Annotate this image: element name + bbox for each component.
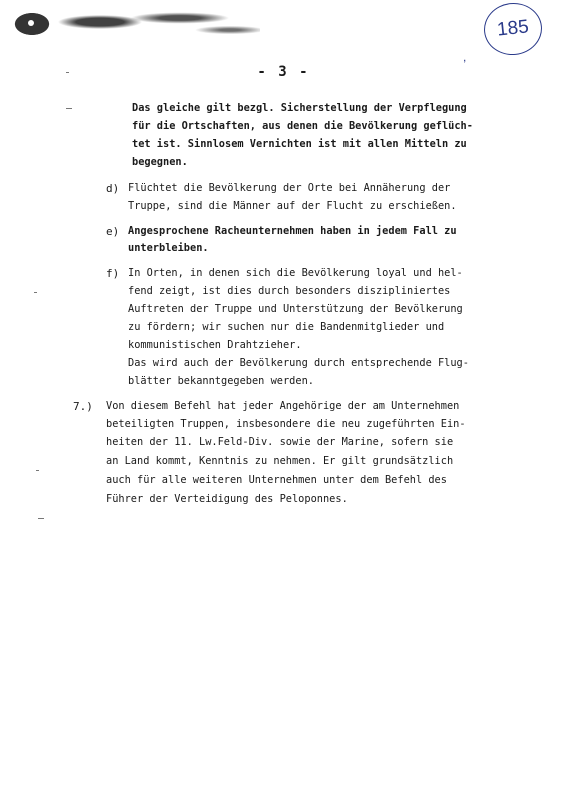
text-line: beteiligten Truppen, insbesondere die neu zugeführten Ein- xyxy=(106,418,466,430)
text-line: für die Ortschaften, aus denen die Bevölkerung geflüch- xyxy=(132,120,473,132)
pen-mark: , xyxy=(463,50,467,64)
text-line: auch für alle weiteren Unternehmen unter dem Befehl des xyxy=(106,474,447,486)
text-line: Von diesem Befehl hat jeder Angehörige der am Unternehmen xyxy=(106,400,460,412)
paragraph-marker: d) xyxy=(106,182,120,195)
text-line: begegnen. xyxy=(132,156,188,168)
scan-speck xyxy=(66,72,69,73)
scan-smudge xyxy=(10,0,260,46)
text-line: Angesprochene Racheunternehmen haben in jedem Fall zu xyxy=(128,225,457,237)
text-line: Führer der Verteidigung des Peloponnes. xyxy=(106,493,348,505)
text-line: Truppe, sind die Männer auf der Flucht zu erschießen. xyxy=(128,200,457,212)
text-line: blätter bekanntgegeben werden. xyxy=(128,375,314,387)
scan-speck xyxy=(34,292,37,293)
paragraph-marker: 7.) xyxy=(73,400,93,413)
paragraph-marker: e) xyxy=(106,225,120,238)
scan-speck xyxy=(38,518,44,519)
text-line: Flüchtet die Bevölkerung der Orte bei Annäherung der xyxy=(128,182,451,194)
text-line: Auftreten der Truppe und Unterstützung der Bevölkerung xyxy=(128,303,463,315)
text-line: Das wird auch der Bevölkerung durch entsprechende Flug- xyxy=(128,357,469,369)
archive-number-stamp: 185 xyxy=(481,0,544,58)
text-line: In Orten, in denen sich die Bevölkerung loyal und hel- xyxy=(128,267,463,279)
text-line: unterbleiben. xyxy=(128,242,209,254)
text-line: zu fördern; wir suchen nur die Bandenmitglieder und xyxy=(128,321,445,333)
text-line: tet ist. Sinnlosem Vernichten ist mit allen Mitteln zu xyxy=(132,138,467,150)
scan-speck xyxy=(66,108,72,109)
text-line: heiten der 11. Lw.Feld-Div. sowie der Marine, sofern sie xyxy=(106,436,454,448)
scan-speck xyxy=(36,470,39,471)
page-number: - 3 - xyxy=(257,64,310,80)
text-line: fend zeigt, ist dies durch besonders diszipliniertes xyxy=(128,285,451,297)
text-line: Das gleiche gilt bezgl. Sicherstellung der Verpflegung xyxy=(132,102,467,114)
text-line: kommunistischen Drahtzieher. xyxy=(128,339,302,351)
paragraph-marker: f) xyxy=(106,267,120,280)
text-line: an Land kommt, Kenntnis zu nehmen. Er gilt grundsätzlich xyxy=(106,455,454,467)
